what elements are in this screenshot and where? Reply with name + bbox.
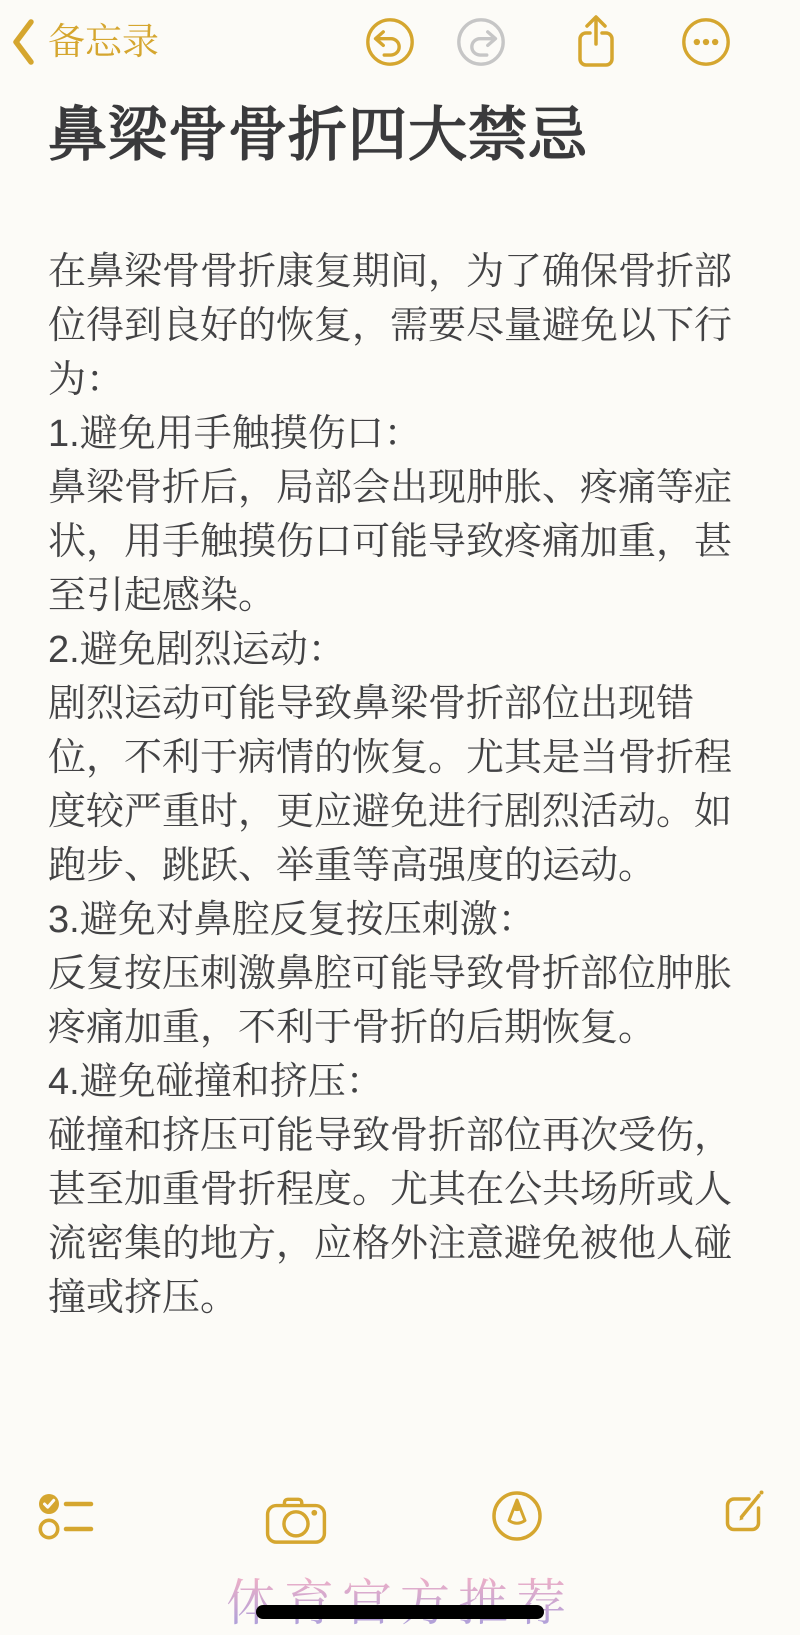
camera-icon xyxy=(262,1494,330,1546)
undo-icon xyxy=(363,15,417,69)
share-icon xyxy=(569,10,623,72)
note-body-line: 在鼻梁骨骨折康复期间，为了确保骨折部 xyxy=(48,251,733,293)
note-body-line: 位得到良好的恢复，需要尽量避免以下行 xyxy=(48,305,733,347)
note-body-line: 4.避免碰撞和挤压： xyxy=(48,1061,384,1103)
undo-button[interactable] xyxy=(363,15,417,69)
note-body-line: 1.避免用手触摸伤口： xyxy=(48,413,422,455)
camera-button[interactable] xyxy=(262,1494,330,1546)
note-body-line: 2.避免剧烈运动： xyxy=(48,629,346,671)
note-body-line: 疼痛加重，不利于骨折的后期恢复。 xyxy=(48,1007,657,1049)
ellipsis-circle-icon xyxy=(679,15,733,69)
note-body-line: 为： xyxy=(48,359,125,401)
markup-button[interactable] xyxy=(489,1488,545,1544)
back-button[interactable] xyxy=(10,16,159,68)
watermark-text: 体育官方推荐 xyxy=(0,1563,800,1635)
navigation-bar xyxy=(0,0,800,88)
chevron-left-icon xyxy=(10,17,36,67)
markup-pen-icon xyxy=(489,1488,545,1544)
share-button[interactable] xyxy=(569,10,623,72)
checklist-button[interactable] xyxy=(34,1488,96,1546)
more-button[interactable] xyxy=(679,15,733,69)
note-body-line: 撞或挤压。 xyxy=(48,1277,239,1319)
bottom-toolbar xyxy=(0,1478,800,1558)
note-body-line: 位，不利于病情的恢复。尤其是当骨折程 xyxy=(48,737,733,779)
note-body-line: 度较严重时，更应避免进行剧烈活动。如 xyxy=(48,791,733,833)
back-button-label: 备忘录 xyxy=(48,21,159,62)
note-body-line: 状，用手触摸伤口可能导致疼痛加重，甚 xyxy=(48,521,733,563)
note-body-line: 流密集的地方，应格外注意避免被他人碰 xyxy=(48,1223,733,1265)
note-body-line: 碰撞和挤压可能导致骨折部位再次受伤， xyxy=(48,1115,733,1157)
home-indicator[interactable] xyxy=(256,1605,544,1619)
note-body-line: 跑步、跳跃、举重等高强度的运动。 xyxy=(48,845,657,887)
note-body-line: 反复按压刺激鼻腔可能导致骨折部位肿胀 xyxy=(48,953,733,995)
compose-button[interactable] xyxy=(714,1484,770,1542)
redo-button[interactable] xyxy=(454,15,508,69)
redo-icon xyxy=(454,15,508,69)
note-body-line: 3.避免对鼻腔反复按压刺激： xyxy=(48,899,536,941)
note-body-line: 甚至加重骨折程度。尤其在公共场所或人 xyxy=(48,1169,733,1211)
note-body-line: 至引起感染。 xyxy=(48,575,277,617)
note-title[interactable]: 鼻梁骨骨折四大禁忌 xyxy=(48,102,589,168)
note-body[interactable] xyxy=(48,245,760,1325)
compose-icon xyxy=(714,1484,770,1542)
note-body-line: 剧烈运动可能导致鼻梁骨折部位出现错 xyxy=(48,683,695,725)
note-body-line: 鼻梁骨折后，局部会出现肿胀、疼痛等症 xyxy=(48,467,733,509)
checklist-icon xyxy=(34,1488,96,1546)
